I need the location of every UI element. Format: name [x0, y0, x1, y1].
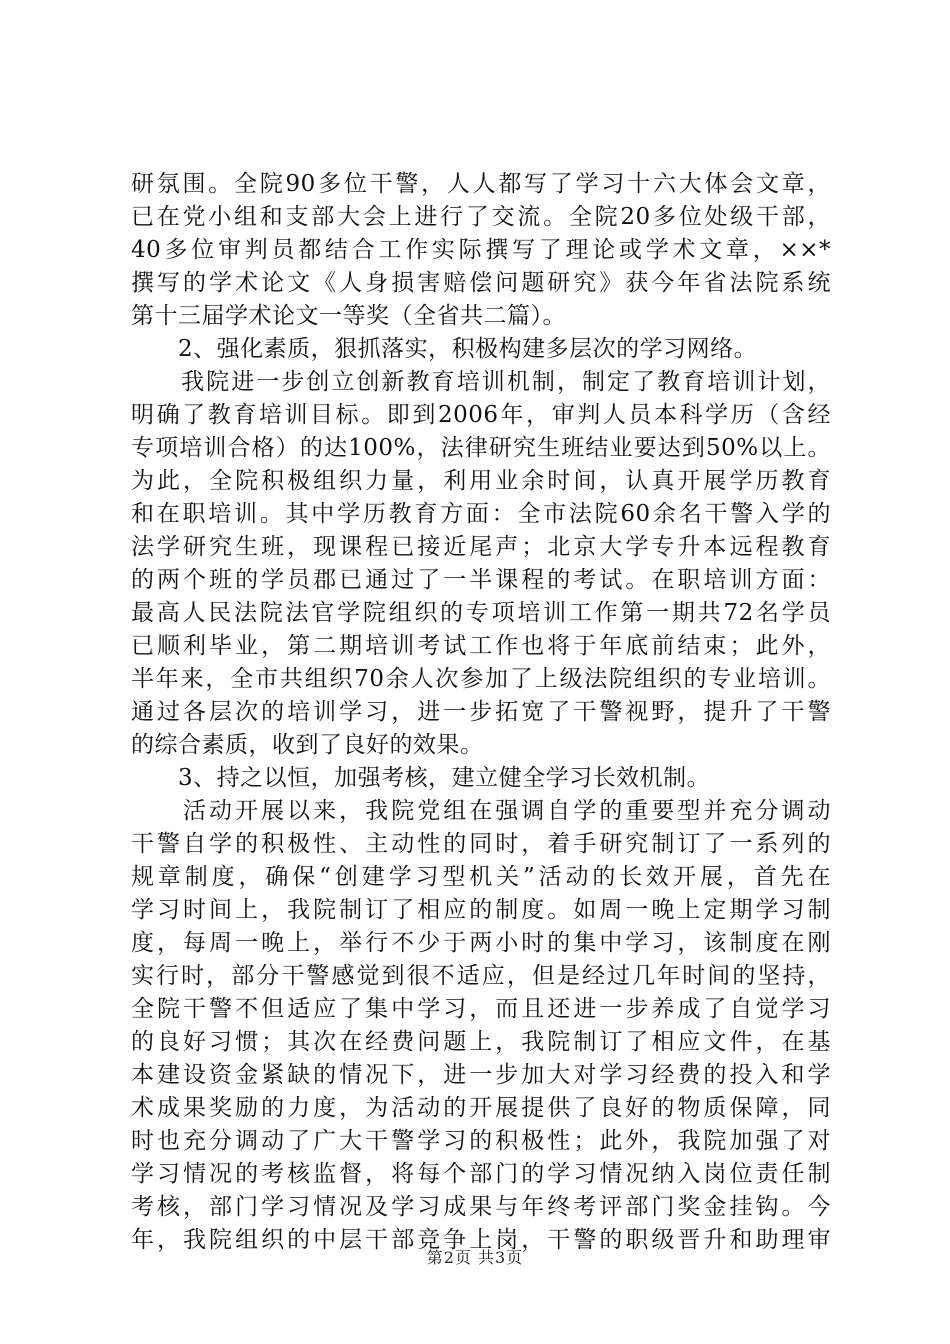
text-line: 专项培训合格）的达100%，法律研究生班结业要达到50%以上。	[131, 435, 831, 461]
page-footer: 第2页 共3页	[426, 1248, 524, 1267]
text-line: 我院进一步创立创新教育培训机制，制定了教育培训计划，	[131, 369, 831, 395]
text-line: 2、强化素质，狠抓落实，积极构建多层次的学习网络。	[131, 336, 758, 362]
text-line: 研氛围。全院90多位干警，人人都写了学习十六大体会文章，	[131, 171, 831, 197]
text-line: 最高人民法院法官学院组织的专项培训工作第一期共72名学员	[131, 600, 831, 626]
text-line: 年，我院组织的中层干部竞争上岗，干警的职级晋升和助理审	[131, 1227, 831, 1253]
text-line: 半年来，全市共组织70余人次参加了上级法院组织的专业培训。	[131, 666, 831, 692]
text-line: 时也充分调动了广大干警学习的积极性；此外，我院加强了对	[131, 1128, 831, 1154]
text-line: 考核，部门学习情况及学习成果与年终考评部门奖金挂钩。今	[131, 1194, 831, 1220]
text-line: 的两个班的学员郡已通过了一半课程的考试。在职培训方面：	[131, 567, 831, 593]
text-line: 第十三届学术论文一等奖（全省共二篇）。	[131, 303, 566, 329]
document-body	[131, 168, 831, 1257]
text-line: 40多位审判员都结合工作实际撰写了理论或学术文章，××*	[131, 237, 831, 263]
text-line: 已在党小组和支部大会上进行了交流。全院20多位处级干部，	[131, 204, 831, 230]
text-line: 3、持之以恒，加强考核，建立健全学习长效机制。	[131, 765, 711, 791]
text-line: 的综合素质，收到了良好的效果。	[131, 732, 484, 758]
text-line: 已顺利毕业，第二期培训考试工作也将于年底前结束；此外，	[131, 633, 831, 659]
text-line: 为此，全院积极组织力量，利用业余时间，认真开展学历教育	[131, 468, 831, 494]
text-line: 全院干警不但适应了集中学习，而且还进一步养成了自觉学习	[131, 996, 831, 1022]
text-line: 度，每周一晚上，举行不少于两小时的集中学习，该制度在刚	[131, 930, 831, 956]
text-line: 的良好习惯；其次在经费问题上，我院制订了相应文件，在基	[131, 1029, 831, 1055]
text-line: 学习情况的考核监督，将每个部门的学习情况纳入岗位责任制	[131, 1161, 831, 1187]
text-line: 术成果奖励的力度，为活动的开展提供了良好的物质保障，同	[131, 1095, 831, 1121]
text-line: 本建设资金紧缺的情况下，进一步加大对学习经费的投入和学	[131, 1062, 831, 1088]
text-line: 学习时间上，我院制订了相应的制度。如周一晚上定期学习制	[131, 897, 831, 923]
text-line: 干警自学的积极性、主动性的同时，着手研究制订了一系列的	[131, 831, 831, 857]
text-line: 明确了教育培训目标。即到2006年，审判人员本科学历（含经	[131, 402, 831, 428]
text-line: 撰写的学术论文《人身损害赔偿问题研究》获今年省法院系统	[131, 270, 831, 296]
text-line: 规章制度，确保“创建学习型机关”活动的长效开展，首先在	[131, 864, 831, 890]
text-line: 法学研究生班，现课程已接近尾声；北京大学专升本远程教育	[131, 534, 831, 560]
text-line: 和在职培训。其中学历教育方面：全市法院60余名干警入学的	[131, 501, 831, 527]
text-line: 实行时，部分干警感觉到很不适应，但是经过几年时间的坚持，	[131, 963, 831, 989]
text-line: 活动开展以来，我院党组在强调自学的重要型并充分调动	[131, 798, 831, 824]
text-line: 通过各层次的培训学习，进一步拓宽了干警视野，提升了干警	[131, 699, 831, 725]
